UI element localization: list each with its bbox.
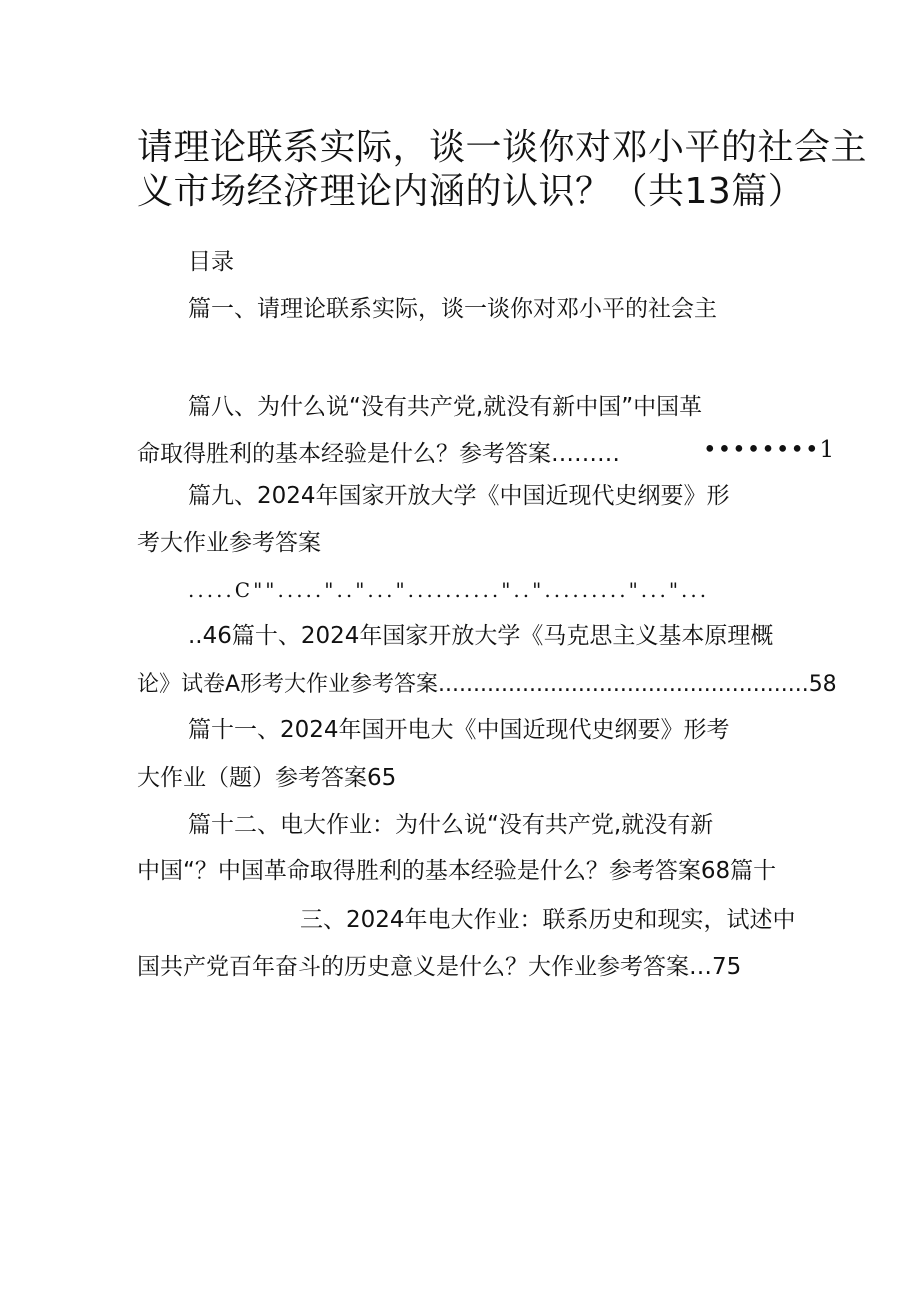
toc-entry-12-line-1: 篇十二、电大作业：为什么说“没有共产党,就没有新: [188, 812, 714, 838]
toc-heading: 目录: [188, 249, 234, 275]
toc-entry-9-line-1: 篇九、2024年国家开放大学《中国近现代史纲要》形: [188, 483, 730, 509]
toc-entry-11-line-2: 大作业（题）参考答案65: [137, 765, 397, 791]
toc-entry-10-line-1: ..46篇十、2024年国家开放大学《马克思主义基本原理概: [188, 623, 774, 649]
toc-entry-11-line-1: 篇十一、2024年国开电大《中国近现代史纲要》形考: [188, 717, 730, 743]
toc-entry-12-line-2: 中国“？中国革命取得胜利的基本经验是什么？参考答案68篇十: [137, 858, 777, 884]
document-title-line-2: 义市场经济理论内涵的认识？（共13篇）: [137, 171, 805, 212]
toc-entry-8-page-leader: ••••••••1: [703, 437, 836, 463]
toc-entry-13-line-1: 三、2024年电大作业：联系历史和现实，试述中: [300, 907, 796, 933]
toc-entry-1: 篇一、请理论联系实际，谈一谈你对邓小平的社会主: [188, 296, 717, 322]
document-title-line-1: 请理论联系实际，谈一谈你对邓小平的社会主: [137, 127, 868, 168]
toc-entry-13-line-2: 国共产党百年奋斗的历史意义是什么？大作业参考答案…75: [137, 954, 742, 980]
toc-entry-9-dot-leader: .....C"".....".."..."..........".."........."..."...: [188, 578, 710, 602]
toc-entry-9-line-2: 考大作业参考答案: [137, 530, 321, 556]
toc-entry-10-line-2: 论》试卷A形考大作业参考答案.....................................................58: [137, 672, 837, 697]
toc-entry-8-line-1: 篇八、为什么说“没有共产党,就没有新中国”中国革: [188, 394, 703, 420]
toc-entry-8-line-2: 命取得胜利的基本经验是什么？参考答案………: [137, 441, 620, 467]
